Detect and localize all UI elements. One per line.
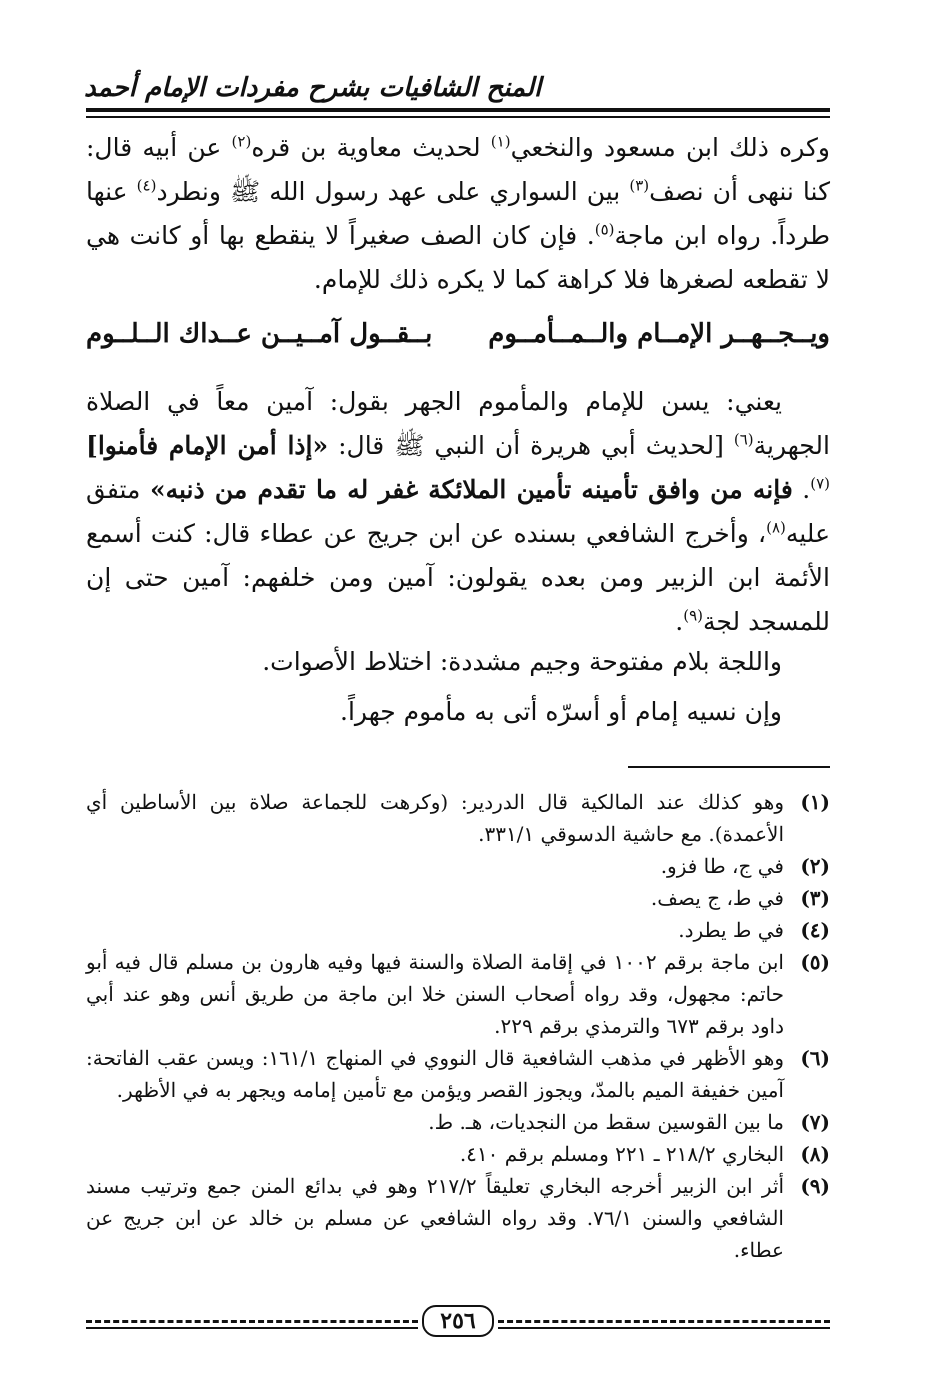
footnote-number: (٨) [800,1142,830,1166]
rule-text: وإن نسيه إمام أو أسرّه أتى به مأموم جهراً. [340,697,782,726]
text-run: يعني: يسن للإمام والمأموم الجهر بقول: آمين معاً في الصلاة الجهرية [86,387,830,460]
footnote-number: (٧) [800,1110,830,1134]
footnote-number: (٩) [800,1174,830,1198]
footnote-item [86,1138,830,1170]
footnote-ref: (٨) [766,518,786,537]
footnote-ref: (٢) [231,132,252,151]
footnote-text: في ج، طا فزو. [660,854,784,878]
footnote-item [86,786,830,850]
footnote-item [86,1170,830,1266]
footnote-number: (٥) [800,950,830,974]
footnote-item [86,882,830,914]
footnote-text: ابن ماجة برقم ١٠٠٢ في إقامة الصلاة والسنة فيها وفيه هارون بن مسلم قال فيه أبو حاتم: مجهول، وقد رواه أصحاب السنن خلا ابن ماجة من طريق أنس وهو عند أبي داود برقم ٦٧٣ والترمذي برقم ٢٢٩. [86,950,784,1038]
running-header [84,68,832,108]
footnote-text: وهو كذلك عند المالكية قال الدردير: (وكرهت للجماعة صلاة بين الأساطين أي الأعمدة). مع حاشية الدسوقي ٣٣١/١. [86,790,784,846]
footnote-separator [628,766,830,768]
footnote-text: في ط، ج يصف. [650,886,784,910]
footnote-text: أثر ابن الزبير أخرجه البخاري تعليقاً ٢١٧/٢ وهو في بدائع المنن جمع وترتيب مسند الشافعي والسنن ٧٦/١. وقد رواه الشافعي عن مسلم بن خالد عن ابن جريج عن عطاء. [86,1174,785,1262]
header-rule-thick [86,108,830,112]
text-run: بين السواري على عهد رسول الله ﷺ ونطرد [156,177,630,206]
footnote-item [86,1106,830,1138]
verse-first-hemistich: ويــجــهــر الإمــام والــمــأمــوم [488,319,830,349]
footnotes [86,786,830,1266]
footnote-ref: (٣) [629,176,650,195]
text-run: عن أبيه قال: كنا ننهى أن نصف [86,133,830,206]
text-run: وكره ذلك ابن مسعود والنخعي [510,133,830,162]
footnote-number: (٤) [800,918,830,942]
page-footer [86,1304,830,1338]
footnote-item [86,850,830,882]
paragraph-1 [86,126,830,302]
footer-rule-right [498,1320,830,1323]
hadith-text: «إذا أمن الإمام فأمنوا] [86,431,329,460]
footnote-number: (٦) [800,1046,830,1070]
text-run: ، وأخرج الشافعي بسنده عن ابن جريج عن عطاء قال: كنت أسمع الأئمة ابن الزبير ومن بعده يقولون: آمين ومن خلفهم: آمين حتى إن للمسجد لجة [86,519,830,636]
text-run: عنها طرداً. رواه ابن ماجة [86,177,830,250]
footer-rule-left [86,1320,418,1323]
text-run: . فإن كان الصف صغيراً لا ينقطع بها أو كانت هي لا تقطعه لصغرها فلا كراهة كما لا يكره ذلك للإمام. [86,221,830,294]
footnote-text: في ط يطرد. [678,918,784,942]
header-rule-thin [86,116,830,118]
footnote-ref: (٤) [136,176,157,195]
definition-text: واللجة بلام مفتوحة وجيم مشددة: اختلاط الأصوات. [262,647,782,676]
footnote-ref: (٥) [594,220,615,239]
footnote-item [86,914,830,946]
text-run: . [792,475,811,504]
footnote-ref: (٦) [733,430,754,449]
footnote-ref: (٧) [810,474,831,493]
text-run: . [675,607,684,636]
paragraph-4 [86,690,830,734]
footnote-item [86,946,830,1042]
page-number: ٢٥٦ [422,1305,493,1337]
footnote-text: وهو الأظهر في مذهب الشافعية قال النووي في المنهاج ١٦١/١: ويسن عقب الفاتحة: آمين خفيفة الميم بالمدّ، ويجوز القصر ويؤمن مع تأمين إمامه ويجهر به في الأظهر. [86,1046,784,1102]
footnote-text: البخاري ٢١٨/٢ ـ ٢٢١ ومسلم برقم ٤١٠. [459,1142,784,1166]
footnote-text: ما بين القوسين سقط من النجديات، هـ. ط. [428,1110,784,1134]
footnote-number: (٢) [800,854,830,878]
text-run: [لحديث أبي هريرة أن النبي ﷺ قال: [328,431,734,460]
footnote-ref: (١) [490,132,511,151]
verse-line [86,312,830,356]
hadith-text: فإنه من وافق تأمينه تأمين الملائكة غفر له ما تقدم من ذنبه» [149,475,793,504]
paragraph-3 [86,640,830,684]
footnote-number: (٣) [800,886,830,910]
text-run: لحديث معاوية بن قره [251,133,491,162]
footnote-number: (١) [800,790,830,814]
text-run: متفق عليه [86,475,830,548]
verse-second-hemistich: بــقــول آمــيــن عــداك الــلــوم [86,319,433,349]
paragraph-2 [86,380,830,644]
book-title: المنح الشافيات بشرح مفردات الإمام أحمد [84,73,542,103]
footnote-item [86,1042,830,1106]
footnote-ref: (٩) [683,606,703,625]
